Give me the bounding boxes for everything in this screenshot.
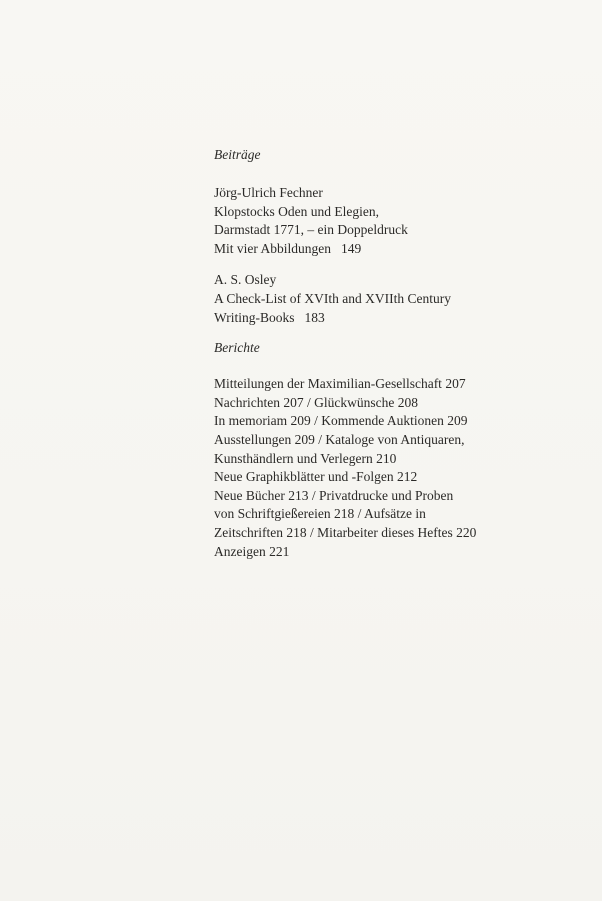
article-title-line: Mit vier Abbildungen — [214, 240, 331, 256]
article-title-line: Darmstadt 1771, – ein Doppeldruck — [214, 222, 408, 238]
section-heading-beitraege: Beiträge — [214, 147, 261, 162]
berichte-line: Mitteilungen der Maximilian-Gesellschaft 207 — [214, 376, 466, 392]
berichte-line: Ausstellungen 209 / Kataloge von Antiquaren, — [214, 431, 465, 447]
spacer — [214, 258, 544, 271]
berichte-line: Kunsthändlern und Verlegern 210 — [214, 450, 397, 466]
spacer — [214, 164, 544, 184]
article-title-line-with-page — [214, 240, 544, 259]
berichte-line: In memoriam 209 / Kommende Auktionen 209 — [214, 413, 468, 429]
article-title-line-with-page — [214, 309, 544, 328]
article-title-line: A Check-List of XVIth and XVIIth Century — [214, 290, 451, 306]
berichte-line: Neue Bücher 213 / Privatdrucke und Proben — [214, 487, 454, 503]
article-title-line: Klopstocks Oden und Elegien, — [214, 203, 379, 219]
berichte-line: Nachrichten 207 / Glückwünsche 208 — [214, 394, 418, 410]
article-entry-1 — [214, 184, 544, 258]
article-title-line: Writing-Books — [214, 309, 295, 325]
berichte-list — [214, 375, 544, 561]
spacer — [214, 357, 544, 375]
page-number: 149 — [341, 240, 362, 256]
berichte-line: von Schriftgießereien 218 / Aufsätze in — [214, 506, 426, 522]
article-author: A. S. Osley — [214, 272, 277, 288]
section-heading-berichte: Berichte — [214, 340, 260, 356]
table-of-contents — [214, 146, 544, 561]
berichte-line: Neue Graphikblätter und -Folgen 212 — [214, 469, 418, 485]
spacer — [214, 327, 544, 339]
article-entry-2 — [214, 271, 544, 327]
berichte-line: Zeitschriften 218 / Mitarbeiter dieses Heftes 220 — [214, 524, 477, 540]
berichte-line: Anzeigen 221 — [214, 543, 290, 559]
article-author: Jörg-Ulrich Fechner — [214, 185, 323, 200]
page-number: 183 — [304, 309, 325, 325]
